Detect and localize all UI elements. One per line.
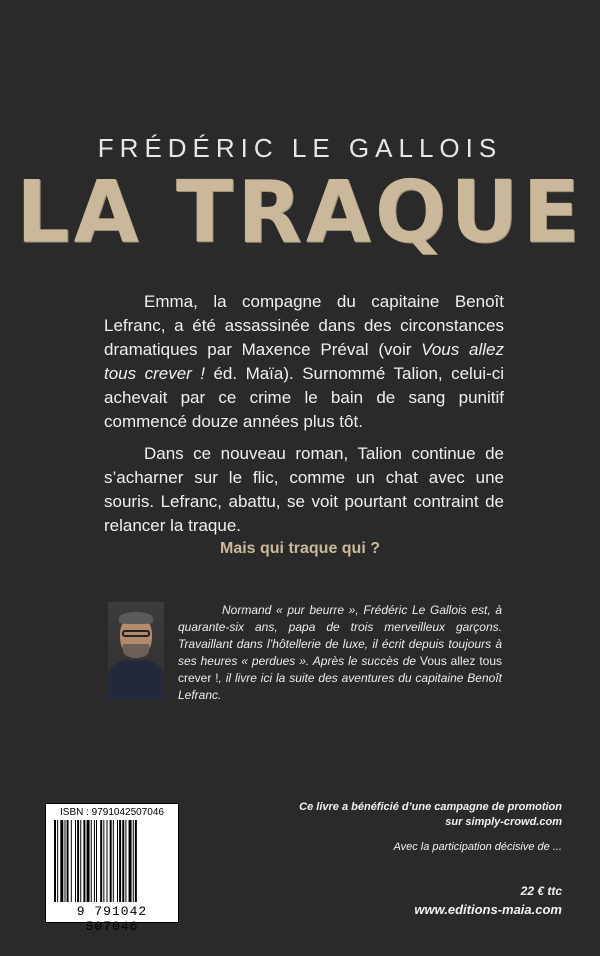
synopsis-paragraph-2: Dans ce nouveau roman, Talion continue de s’acharner sur le flic, comme un chat avec une souris. Lefranc, abattu, se voit pourtant contraint de relancer la traque. <box>104 444 504 535</box>
author-photo <box>108 602 164 700</box>
price: 22 € ttc <box>520 884 562 898</box>
barcode-digits: 9 791042 507046 <box>76 904 148 934</box>
author-name: FRÉDÉRIC LE GALLOIS <box>97 133 503 163</box>
barcode-bars <box>54 820 170 902</box>
tagline: Mais qui traque qui ? <box>219 540 380 557</box>
barcode <box>45 803 179 934</box>
promo-text: Ce livre a bénéficié d’une campagne de promotion sur simply-crowd.com <box>299 801 562 828</box>
synopsis <box>104 290 504 546</box>
partner-text: Avec la participation décisive de ... <box>393 841 562 853</box>
isbn-label: ISBN : 9791042507046 <box>60 807 164 818</box>
author-bio: Normand « pur beurre », Frédéric Le Gallois est, à quarante-six ans, papa de trois merveilleux garçons. Travaillant dans l’hôtellerie de luxe, il écrit depuis toujours à ses heures « perdues ». Après le succès de Vous allez tous crever !, il livre ici la suite des aventures du capitaine Benoît Lefranc. <box>178 603 503 702</box>
publisher-website: www.editions-maia.com <box>414 902 562 917</box>
synopsis-paragraph-1: Emma, la compagne du capitaine Benoît Lefranc, a été assassinée dans des circonstances dramatiques par Maxence Préval (voir Vous allez tous crever ! éd. Maïa). Surnommé Talion, celui-ci achevait par ce crime le bain de sang punitif commencé douze années plus tôt. <box>104 292 504 431</box>
book-title: LA TRAQUE <box>16 162 584 262</box>
